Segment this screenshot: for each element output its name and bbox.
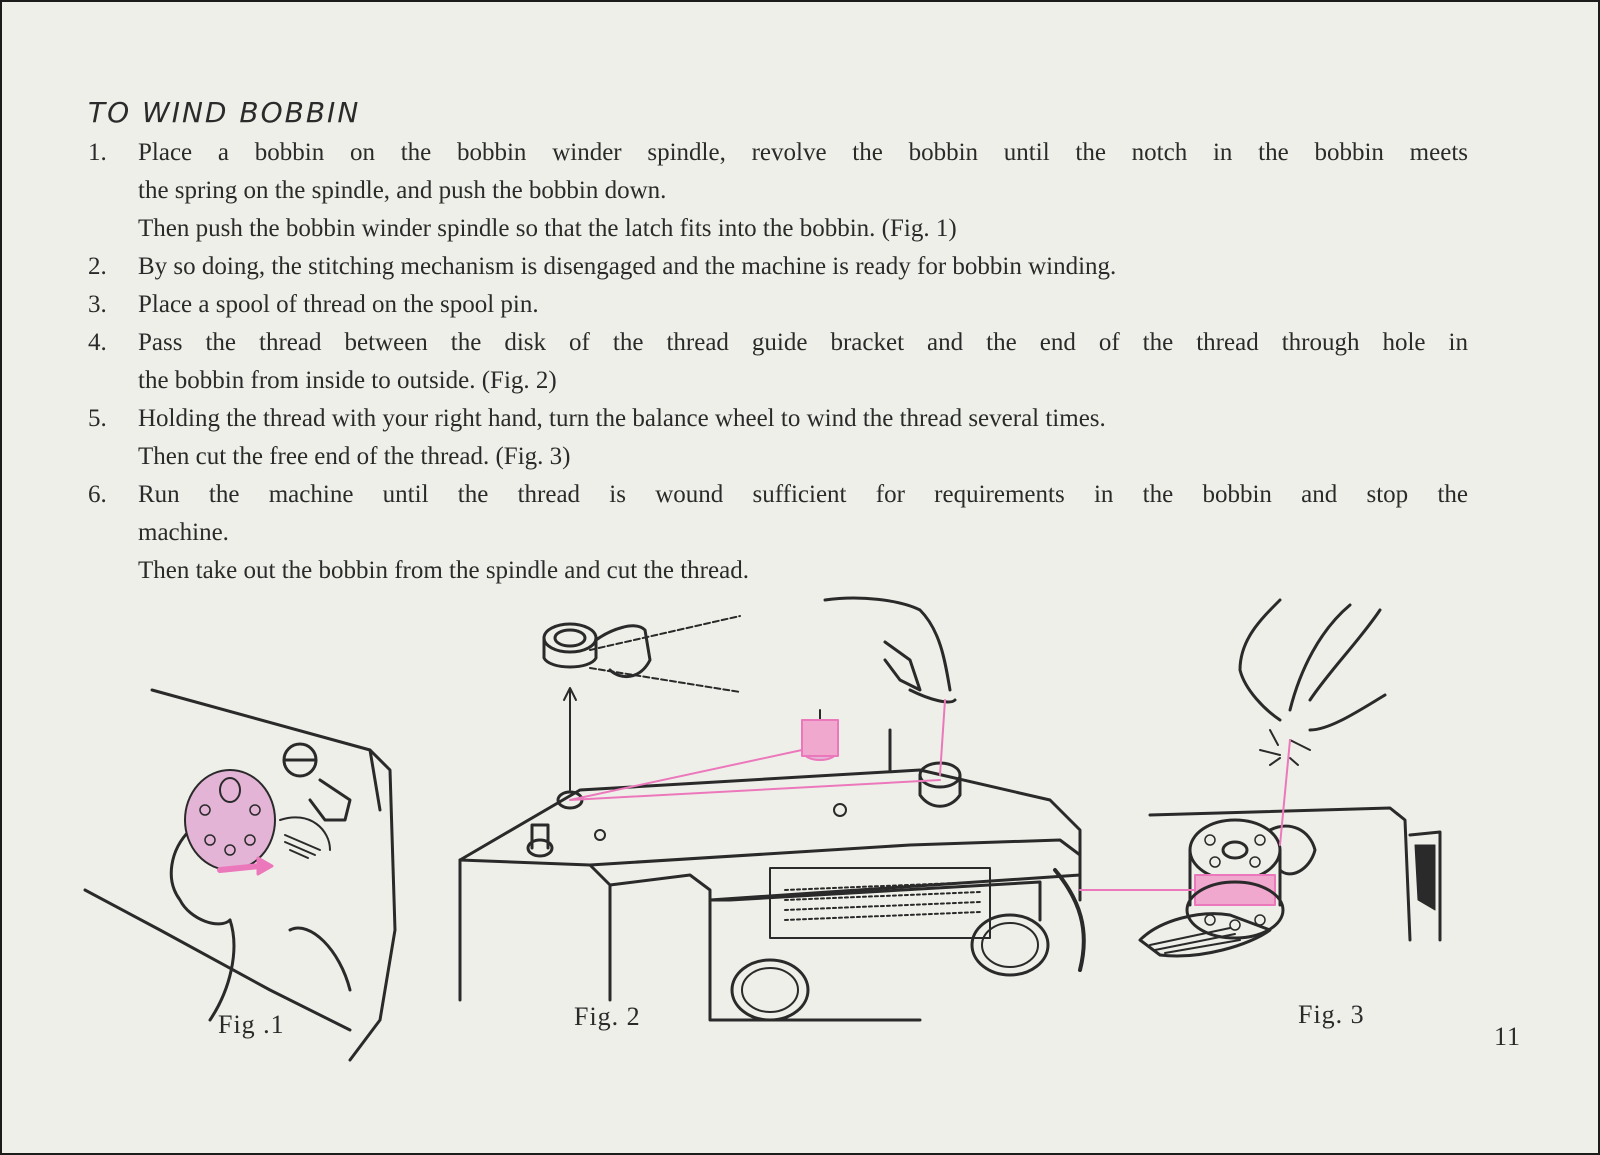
instruction-step-2 <box>88 248 1468 286</box>
step-text: Then cut the free end of the thread. (Fig. 3) <box>138 443 571 470</box>
instruction-step-1 <box>88 134 1468 248</box>
step-number: 6. <box>88 481 107 508</box>
fig-2-caption: Fig. 2 <box>574 1002 641 1031</box>
step-text: Then push the bobbin winder spindle so that the latch fits into the bobbin. (Fig. 1) <box>138 215 957 242</box>
fig-3-caption: Fig. 3 <box>1298 1000 1365 1029</box>
arrow-right-icon <box>220 866 260 870</box>
fig-1-illustration <box>80 690 500 1090</box>
fig-1-caption: Fig .1 <box>218 1010 285 1039</box>
page-number: 11 <box>1494 1022 1522 1051</box>
bobbin-icon <box>1190 820 1280 880</box>
step-text: the spring on the spindle, and push the bobbin down. <box>138 177 667 204</box>
step-text: Place a spool of thread on the spool pin. <box>138 291 539 318</box>
step-number: 2. <box>88 253 107 280</box>
instruction-step-4 <box>88 324 1468 400</box>
instruction-list <box>88 134 1468 590</box>
step-text: Place a bobbin on the bobbin winder spindle, revolve the bobbin until the notch in the bobbin meets <box>138 139 1468 166</box>
fig-2-illustration <box>440 600 1120 1040</box>
step-text: machine. <box>138 519 229 546</box>
instruction-step-5 <box>88 400 1468 476</box>
step-number: 3. <box>88 291 107 318</box>
illustrations <box>0 600 1600 1070</box>
section-title: TO WIND BOBBIN <box>88 96 361 129</box>
step-text: Pass the thread between the disk of the thread guide bracket and the end of the thread through hole in <box>138 329 1468 356</box>
step-number: 1. <box>88 139 107 166</box>
step-text: the bobbin from inside to outside. (Fig. 2) <box>138 367 557 394</box>
instruction-step-6 <box>88 476 1468 590</box>
instruction-step-3 <box>88 286 1468 324</box>
step-text: By so doing, the stitching mechanism is disengaged and the machine is ready for bobbin winding. <box>138 253 1117 280</box>
fig-3-illustration <box>1140 600 1500 1020</box>
step-text: Holding the thread with your right hand, turn the balance wheel to wind the thread several times. <box>138 405 1106 432</box>
step-number: 5. <box>88 405 107 432</box>
step-text: Then take out the bobbin from the spindle and cut the thread. <box>138 557 749 584</box>
step-text: Run the machine until the thread is wound sufficient for requirements in the bobbin and stop the <box>138 481 1468 508</box>
step-number: 4. <box>88 329 107 356</box>
stitch-panel <box>770 868 990 938</box>
